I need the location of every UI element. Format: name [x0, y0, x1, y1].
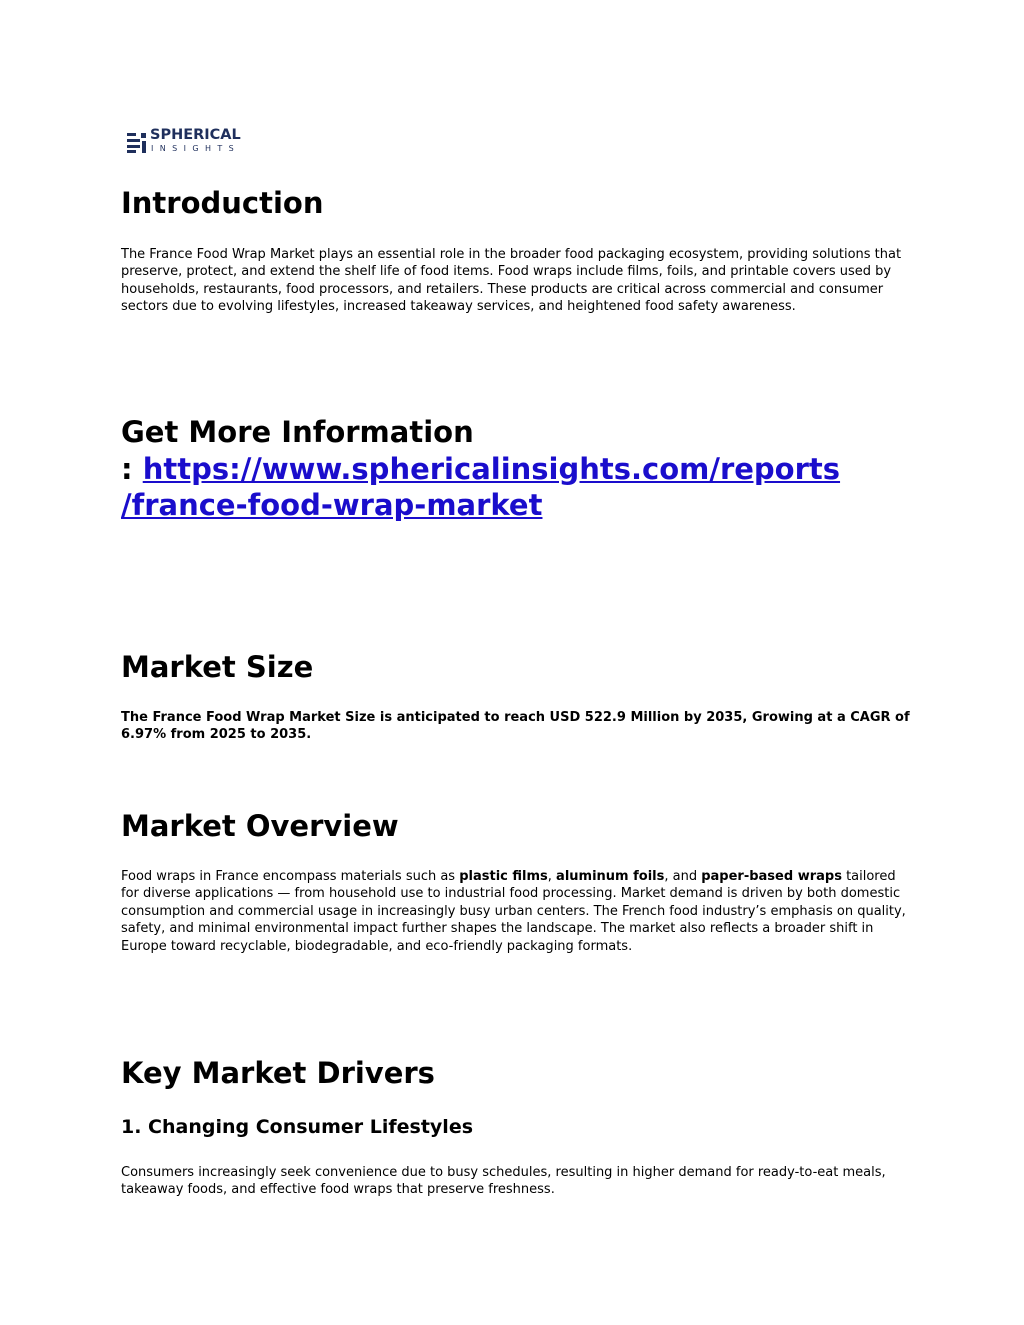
more-information-link-line: [121, 451, 921, 488]
report-link-part-2[interactable]: /france-food-wrap-market: [121, 488, 543, 522]
logo-wordmark: SPHERICAL: [150, 127, 241, 143]
market-overview-paragraph: [121, 868, 911, 955]
more-information-heading: Get More Information: [121, 415, 474, 449]
overview-text-4: tailored for diverse applications — from household use to industrial food processing. Market demand is driven by both domestic consumption and commercial usage in increasingly busy urban centers. The French food industry’s emphasis on quality, safety, and minimal environmental impact further shapes the landscape. The market also reflects a broader shift in Europe toward recyclable, biodegradable, and eco-friendly packaging formats.: [121, 869, 906, 954]
overview-text-1: Food wraps in France encompass materials such as: [121, 869, 460, 884]
more-information-block: [121, 414, 921, 524]
driver-1-paragraph: Consumers increasingly seek convenience due to busy schedules, resulting in higher demand for ready-to-eat meals, takeaway foods, and effective food wraps that preserve freshness.: [121, 1165, 886, 1198]
overview-bold-aluminum-foils: aluminum foils: [556, 869, 665, 884]
market-size-heading: Market Size: [121, 650, 314, 684]
logo-tagline: INSIGHTS: [151, 144, 241, 153]
colon-prefix: :: [121, 451, 133, 486]
overview-text-3: , and: [664, 869, 702, 884]
overview-text-2: ,: [547, 869, 557, 884]
market-overview-heading: Market Overview: [121, 809, 399, 843]
market-size-paragraph: The France Food Wrap Market Size is anticipated to reach USD 522.9 Million by 2035, Growing at a CAGR of 6.97% from 2025 to 2035.: [121, 710, 910, 743]
spherical-insights-logo-icon: [127, 129, 147, 155]
overview-bold-plastic-films: plastic films: [459, 869, 548, 884]
overview-bold-paper-based-wraps: paper-based wraps: [701, 869, 842, 884]
introduction-paragraph: The France Food Wrap Market plays an essential role in the broader food packaging ecosystem, providing solutions that preserve, protect, and extend the shelf life of food items. Food wraps include films, foils, and printable covers used by households, restaurants, food processors, and retailers. These products are critical across commercial and consumer sectors due to evolving lifestyles, increased takeaway services, and heightened food safety awareness.: [121, 247, 902, 315]
more-information-link-line-2: [121, 487, 921, 524]
introduction-heading: Introduction: [121, 186, 324, 220]
key-market-drivers-heading: Key Market Drivers: [121, 1056, 435, 1090]
company-logo: [127, 127, 257, 157]
driver-1-title: 1. Changing Consumer Lifestyles: [121, 1116, 474, 1138]
report-link-part-1[interactable]: https://www.sphericalinsights.com/reports: [142, 451, 841, 486]
